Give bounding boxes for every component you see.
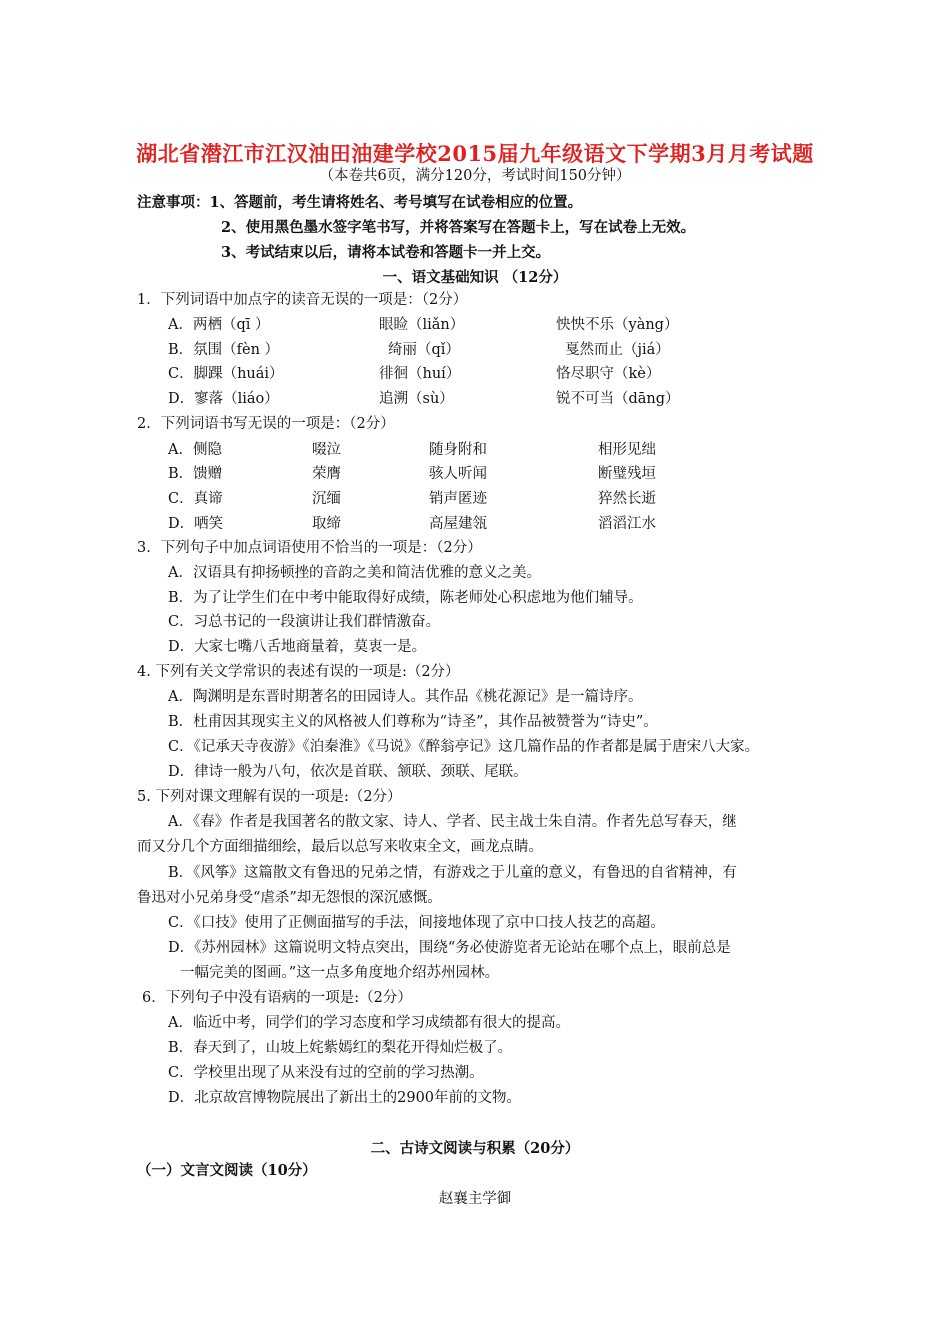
q2-c-2: 沉缅	[312, 491, 341, 507]
q2-b-1: B．馈赠	[168, 466, 223, 482]
q2-c-4: 猝然长逝	[598, 491, 656, 507]
q5-line-1: A．《春》作者是我国著名的散文家、诗人、学者、民主战士朱自清。作者先总写春天，继	[168, 814, 737, 830]
q1-c-1: C．脚踝（huái）	[168, 366, 284, 382]
q3-option-a: A．汉语具有抑扬顿挫的音韵之美和简洁优雅的意义之美。	[168, 565, 541, 581]
q1-b-1: B．氛围（fèn ）	[168, 342, 280, 358]
q5-line-7: 一幅完美的图画。”这一点多角度地介绍苏州园林。	[180, 965, 500, 981]
q2-b-2: 荣膺	[312, 466, 341, 482]
passage-title: 赵襄主学御	[438, 1191, 512, 1207]
subsection-heading: （一）文言文阅读（10分）	[137, 1162, 317, 1179]
q1-stem: 1．下列词语中加点字的读音无误的一项是：（2分）	[137, 292, 468, 308]
q5-line-4: 鲁迅对小兄弟身受“虐杀”却无怨恨的深沉感慨。	[137, 890, 442, 906]
q5-stem: 5. 下列对课文理解有误的一项是:（2分）	[137, 789, 402, 805]
q1-d-1: D．寥落（liáo）	[168, 391, 279, 407]
q4-stem: 4. 下列有关文学常识的表述有误的一项是:（2分）	[137, 664, 460, 680]
q5-line-5: C．《口技》使用了正侧面描写的手法，间接地体现了京中口技人技艺的高超。	[168, 915, 665, 931]
note-1: 注意事项：1、答题前，考生请将姓名、考号填写在试卷相应的位置。	[137, 194, 583, 211]
note-2: 2、使用黑色墨水签字笔书写，并将答案写在答题卡上，写在试卷上无效。	[221, 219, 696, 236]
q3-option-d: D．大家七嘴八舌地商量着，莫衷一是。	[168, 639, 427, 655]
q2-a-1: A．侧隐	[168, 442, 222, 458]
q2-b-4: 断璧残垣	[598, 466, 656, 482]
q2-c-1: C．真谛	[168, 491, 223, 507]
q6-option-c: C．学校里出现了从来没有过的空前的学习热潮。	[168, 1065, 484, 1081]
q2-stem: 2．下列词语书写无误的一项是：（2分）	[137, 416, 395, 432]
q6-option-a: A．临近中考，同学们的学习态度和学习成绩都有很大的提高。	[168, 1015, 570, 1031]
q1-b-3: 戛然而止（jiá）	[565, 342, 670, 358]
exam-title: 湖北省潜江市江汉油田油建学校2015届九年级语文下学期3月月考试题	[136, 141, 814, 166]
q4-option-b: B．杜甫因其现实主义的风格被人们尊称为“诗圣”，其作品被赞誉为“诗史”。	[168, 714, 658, 730]
q5-line-3: B．《风筝》这篇散文有鲁迅的兄弟之情，有游戏之于儿童的意义，有鲁迅的自省精神，有	[168, 865, 737, 881]
q5-line-6: D．《苏州园林》这篇说明文特点突出，围绕“务必使游览者无论站在哪个点上，眼前总是	[168, 940, 731, 956]
exam-subtitle: （本卷共6页，满分120分，考试时间150分钟）	[319, 168, 631, 184]
q1-d-3: 锐不可当（dāng）	[556, 391, 680, 407]
q3-option-c: C．习总书记的一段演讲让我们群情激奋。	[168, 614, 441, 630]
note-3: 3、考试结束以后，请将本试卷和答题卡一并上交。	[221, 244, 551, 261]
q2-b-3: 骇人听闻	[429, 466, 487, 482]
q5-line-2: 而又分几个方面细描细绘，最后以总写来收束全文，画龙点睛。	[137, 839, 543, 855]
q1-a-3: 怏怏不乐（yàng）	[556, 317, 679, 333]
q2-a-3: 随身附和	[429, 442, 487, 458]
q6-stem: 6．下列句子中没有语病的一项是:（2分）	[142, 990, 412, 1006]
q3-stem: 3．下列句子中加点词语使用不恰当的一项是：（2分）	[137, 540, 482, 556]
section-1-heading: 一、语文基础知识 （12分）	[382, 269, 568, 286]
q6-option-d: D．北京故宫博物院展出了新出土的2900年前的文物。	[168, 1090, 522, 1106]
q4-option-d: D．律诗一般为八句，依次是首联、颔联、颈联、尾联。	[168, 764, 528, 780]
q2-a-2: 啜泣	[312, 442, 341, 458]
q6-option-b: B．春天到了，山坡上姹紫嫣红的梨花开得灿烂极了。	[168, 1040, 513, 1056]
q1-c-3: 恪尽职守（kè）	[556, 366, 661, 382]
q1-c-2: 徘徊（huí）	[379, 366, 461, 382]
q1-a-1: A．两栖（qī ）	[168, 317, 270, 333]
q2-a-4: 相形见绌	[598, 442, 656, 458]
q2-d-1: D．哂笑	[168, 516, 224, 532]
section-2-heading: 二、古诗文阅读与积累（20分）	[370, 1140, 580, 1157]
q1-a-2: 眼睑（liǎn）	[379, 317, 465, 333]
q1-d-2: 追溯（sù）	[379, 391, 454, 407]
q2-d-4: 滔滔江水	[598, 516, 656, 532]
q2-c-3: 销声匿迹	[429, 491, 487, 507]
q2-d-3: 高屋建瓴	[429, 516, 487, 532]
q3-option-b: B．为了让学生们在中考中能取得好成绩，陈老师处心积虑地为他们辅导。	[168, 590, 643, 606]
q2-d-2: 取缔	[312, 516, 341, 532]
q4-option-a: A．陶渊明是东晋时期著名的田园诗人。其作品《桃花源记》是一篇诗序。	[168, 689, 643, 705]
q1-b-2: 绮丽（qǐ）	[388, 342, 460, 358]
q4-option-c: C．《记承天寺夜游》《泊秦淮》《马说》《醉翁亭记》这几篇作品的作者都是属于唐宋八大家。	[168, 739, 760, 755]
